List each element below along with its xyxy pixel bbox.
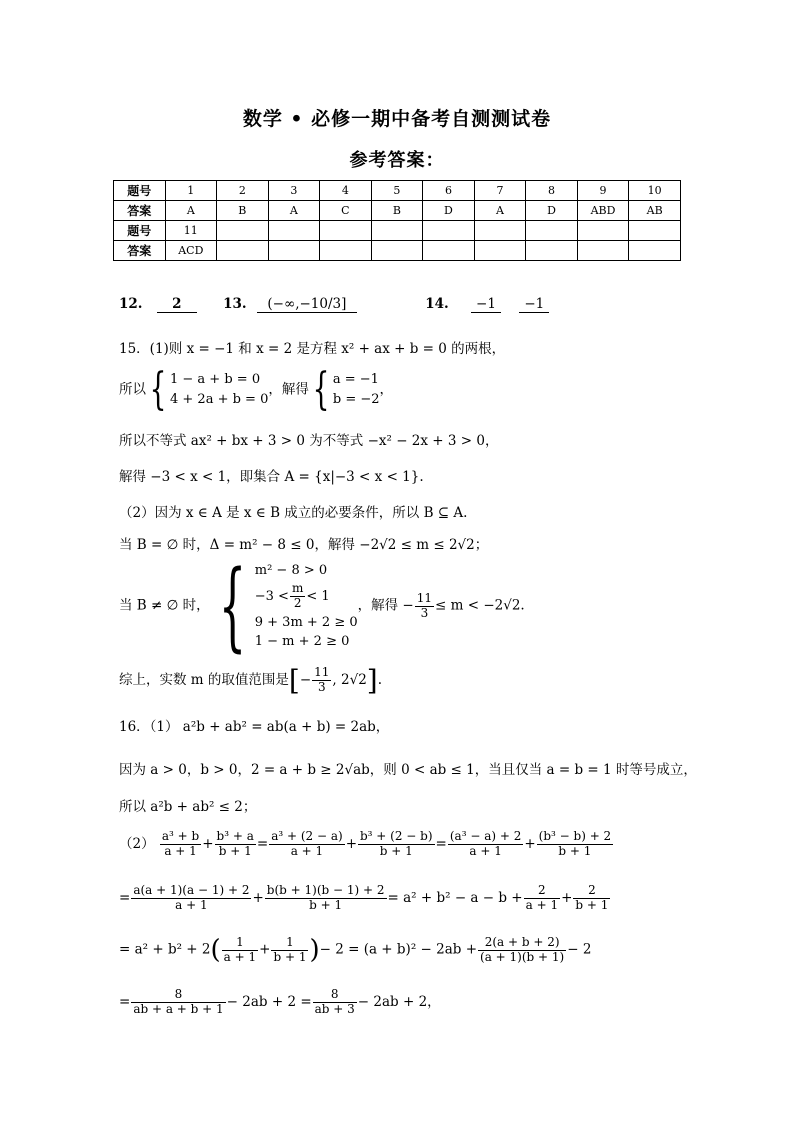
fraction-num: (a³ − a) + 2 [449, 829, 522, 843]
fraction [478, 936, 566, 965]
table-cell: 答案 [114, 201, 166, 221]
bracket-symbol: [ [288, 664, 300, 697]
q15-intro: 15．(1)则 x = −1 和 x = 2 是方程 x² + ax + b = 0 的两根， [119, 341, 506, 357]
table-cell [526, 221, 578, 241]
q16-line2: 因为 a > 0，b > 0，2 = a + b ≥ 2√ab，则 0 < ab ≤ 1，当且仅当 a = b = 1 时等号成立， [119, 762, 697, 778]
table-cell [423, 241, 475, 261]
fraction-den: 3 [420, 605, 429, 620]
fraction [131, 884, 251, 913]
fraction-num: 11 [314, 665, 330, 680]
fraction [290, 582, 305, 611]
fraction [448, 830, 523, 859]
table-cell: 5 [371, 181, 423, 201]
fraction-den: b + 1 [379, 843, 413, 858]
fraction [222, 936, 258, 965]
q12-label: 12. [119, 296, 143, 312]
table-cell [577, 221, 629, 241]
fraction-den: 3 [317, 680, 326, 694]
fraction [415, 592, 434, 621]
brace-symbol: { [218, 550, 246, 662]
q16-eq4-suffix: − 2ab + 2， [357, 993, 441, 1010]
table-cell [577, 241, 629, 261]
q15-summary-prefix: 综上，实数 m 的取值范围是 [119, 672, 289, 688]
fraction-den: a + 1 [525, 897, 559, 912]
fraction [215, 830, 256, 859]
q16-eq3-mid: − 2 = (a + b)² − 2ab + [319, 941, 478, 958]
table-cell: 3 [268, 181, 320, 201]
q14-answer-a: −1 [471, 296, 501, 313]
q14-label: 14. [425, 296, 449, 312]
table-row [114, 221, 681, 241]
table-cell: 9 [577, 181, 629, 201]
q15-nonempty-prefix: 当 B ≠ ∅ 时， [119, 597, 210, 614]
q15-sol2: b = −2 [332, 392, 380, 407]
q16-eq3: = a² + b² + 2( $\frac{1}{a + 1}$ + $\frac{1}{b + 1}$ )− 2 = (a + b)² − 2ab + $\frac{2(a + b + 2)}{(a + 1)(b + 1)}$ − 2 [119, 934, 592, 965]
fraction-num: 2(a + b + 2) [478, 936, 566, 951]
table-cell [217, 241, 269, 261]
answer-heading: 参考答案： [349, 150, 445, 171]
table-cell [268, 221, 320, 241]
fraction-den: ab + 3 [314, 1001, 355, 1016]
paren-symbol: ) [309, 935, 320, 965]
q16-eq4: = $\frac{8}{ab + a + b + 1}$ − 2ab + 2 = $\frac{8}{ab + 3}$ − 2ab + 2， [119, 987, 441, 1016]
q15-nonempty-result-prefix: ，解得 − [357, 597, 414, 614]
table-cell: 8 [526, 181, 578, 201]
table-cell: C [320, 201, 372, 221]
table-cell: D [423, 201, 475, 221]
q15-set-line: 解得 −3 < x < 1，即集合 A = {x|−3 < x < 1}. [119, 469, 424, 485]
table-cell [217, 221, 269, 241]
table-cell [320, 221, 372, 241]
brace-symbol: { [312, 364, 330, 415]
table-cell: 答案 [114, 241, 166, 261]
fraction-den: a + 1 [223, 949, 257, 964]
fraction-num: 1 [222, 936, 258, 951]
q15-nonempty-result-suffix: ≤ m < −2√2. [435, 597, 525, 614]
q16-eq3-prefix: = a² + b² + 2 [119, 941, 211, 958]
fraction [573, 884, 610, 913]
fraction [269, 830, 344, 859]
table-cell [268, 241, 320, 261]
table-cell [629, 241, 681, 261]
fraction [271, 936, 308, 965]
q15-part2-line: （2）因为 x ∈ A 是 x ∈ B 成立的必要条件，所以 B ⊆ A. [119, 505, 468, 521]
q14-answer-b: −1 [519, 296, 549, 313]
fraction-num: 1 [271, 936, 308, 951]
q15-nonempty-case [119, 550, 525, 662]
bracket-symbol: ] [366, 664, 378, 697]
fraction [358, 830, 435, 859]
q15-system [170, 370, 268, 410]
table-cell: B [371, 201, 423, 221]
page-title: 数学 • 必修一期中备考自测测试卷 [242, 108, 552, 130]
table-cell: D [526, 201, 578, 221]
table-cell [423, 221, 475, 241]
fraction-num: b³ + a [216, 829, 254, 843]
q16-eq2: = $\frac{a(a + 1)(a - 1) + 2}{a + 1}$ + $\frac{b(b + 1)(b - 1) + 2}{b + 1}$ = a² + b² − a − b + $\frac{2}{a + 1}$ + $\frac{2}{b + 1}$ [119, 883, 609, 912]
q15-system-prefix: 所以 [119, 381, 146, 398]
fraction-num: a(a + 1)(a − 1) + 2 [133, 883, 250, 897]
q16-eq4-mid: − 2ab + 2 = [226, 993, 312, 1010]
q15-sol-suffix: ， [379, 381, 394, 398]
table-cell: 4 [320, 181, 372, 201]
q15-inequality-line: 所以不等式 ax² + bx + 3 > 0 为不等式 −x² − 2x + 3 > 0， [119, 433, 499, 449]
table-cell [371, 221, 423, 241]
q12-answer: 2 [157, 296, 197, 313]
table-cell [474, 241, 526, 261]
fraction-num: b³ + (2 − b) [360, 829, 433, 843]
table-cell [526, 241, 578, 261]
fraction-den: a + 1 [175, 897, 208, 912]
q13-answer: (−∞,−10/3] [257, 296, 357, 313]
fraction [160, 830, 201, 859]
q15-conditions [255, 561, 358, 651]
table-cell: A [268, 201, 320, 221]
table-cell [474, 221, 526, 241]
fraction-num: a³ + b [161, 829, 200, 843]
table-cell: 10 [629, 181, 681, 201]
q16-eq2-mid: = a² + b² − a − b + [387, 889, 523, 906]
q15-cond2-right: < 1 [306, 589, 330, 604]
table-cell: 题号 [114, 181, 166, 201]
table-cell: 6 [423, 181, 475, 201]
answer-table [113, 180, 681, 261]
fraction-den: b + 1 [309, 897, 343, 912]
table-cell: 1 [165, 181, 217, 201]
q16-eq1: （2） $\frac{\text{a³ + b}}{a + 1}$ + $\frac{\text{b³ + a}}{b + 1}$ = $\frac{\text{a³ + (2 − a)}}{a + 1}$ + $\frac{\text{b³ + (2 − b)}}{b + 1}$ = $\frac{\text{(a³ − a) + 2}}{a + 1}$ + $\frac{\text{(b³ − b) + 2}}{b + 1}$ [119, 829, 612, 858]
q16-line1: 16．（1） a²b + ab² = ab(a + b) = 2ab， [119, 719, 390, 735]
fraction [131, 988, 225, 1017]
table-cell: A [165, 201, 217, 221]
fraction-den: a + 1 [469, 843, 502, 858]
table-cell: 2 [217, 181, 269, 201]
table-cell: 题号 [114, 221, 166, 241]
table-cell: 11 [165, 221, 217, 241]
q15-cond3: 9 + 3m + 2 ≥ 0 [254, 614, 358, 630]
fraction-den: b + 1 [273, 949, 307, 964]
table-row [114, 201, 681, 221]
fraction-num: 2 [573, 884, 610, 899]
q15-system-line [119, 364, 394, 415]
q15-cond4: 1 − m + 2 ≥ 0 [254, 633, 350, 649]
fraction-num: 2 [524, 884, 560, 899]
fraction [265, 884, 387, 913]
table-cell: ABD [577, 201, 629, 221]
q15-solution [333, 370, 380, 410]
fraction-num: a³ + (2 − a) [271, 829, 343, 843]
table-cell: A [474, 201, 526, 221]
q15-summary: 综上，实数 m 的取值范围是[− $\frac{11}{3}$ , 2√2]. [119, 664, 383, 697]
fraction-num: 8 [313, 988, 357, 1003]
fraction [537, 830, 614, 859]
table-row [114, 181, 681, 201]
fraction-den: b + 1 [575, 897, 609, 912]
fraction [312, 666, 331, 695]
table-cell: AB [629, 201, 681, 221]
table-cell: B [217, 201, 269, 221]
fraction-num: 11 [416, 590, 433, 605]
q15-cond1: m² − 8 > 0 [254, 563, 328, 579]
fraction-den: 2 [293, 596, 302, 610]
q16-eq3-suffix: − 2 [567, 941, 592, 958]
q15-summary-suffix: , 2√2 [332, 672, 367, 688]
table-cell [371, 241, 423, 261]
fraction-den: b + 1 [558, 843, 592, 858]
table-cell: 7 [474, 181, 526, 201]
table-cell [629, 221, 681, 241]
fraction-num: (b³ − b) + 2 [538, 829, 612, 843]
fraction-den: a + 1 [164, 843, 197, 858]
q15-cond2-left: −3 < [254, 589, 289, 604]
q15-eq1: 1 − a + b = 0 [170, 372, 261, 387]
fill-in-answers [119, 296, 549, 313]
fraction-den: ab + a + b + 1 [133, 1001, 224, 1016]
fraction-num: 8 [131, 988, 225, 1003]
q15-empty-case: 当 B = ∅ 时，Δ = m² − 8 ≤ 0，解得 −2√2 ≤ m ≤ 2√2； [119, 537, 489, 553]
fraction [524, 884, 560, 913]
fraction-den: (a + 1)(b + 1) [480, 949, 565, 964]
table-cell [320, 241, 372, 261]
paren-symbol: ( [210, 935, 221, 965]
table-cell: ACD [165, 241, 217, 261]
table-row [114, 241, 681, 261]
fraction-num: m [291, 581, 304, 596]
q16-line3: 所以 a²b + ab² ≤ 2； [119, 799, 257, 815]
q16-part2-label: （2） [119, 835, 155, 852]
fraction [313, 988, 357, 1017]
q15-cond2 [255, 580, 358, 613]
q15-eq2: 4 + 2a + b = 0 [170, 392, 269, 407]
q15-sol1: a = −1 [332, 372, 379, 387]
fraction-den: a + 1 [290, 843, 324, 858]
brace-symbol: { [149, 364, 167, 415]
q15-solve-prefix: ，解得 [268, 381, 309, 398]
fraction-den: b + 1 [218, 843, 252, 858]
fraction-num: b(b + 1)(b − 1) + 2 [266, 883, 385, 897]
q13-label: 13. [223, 296, 247, 312]
